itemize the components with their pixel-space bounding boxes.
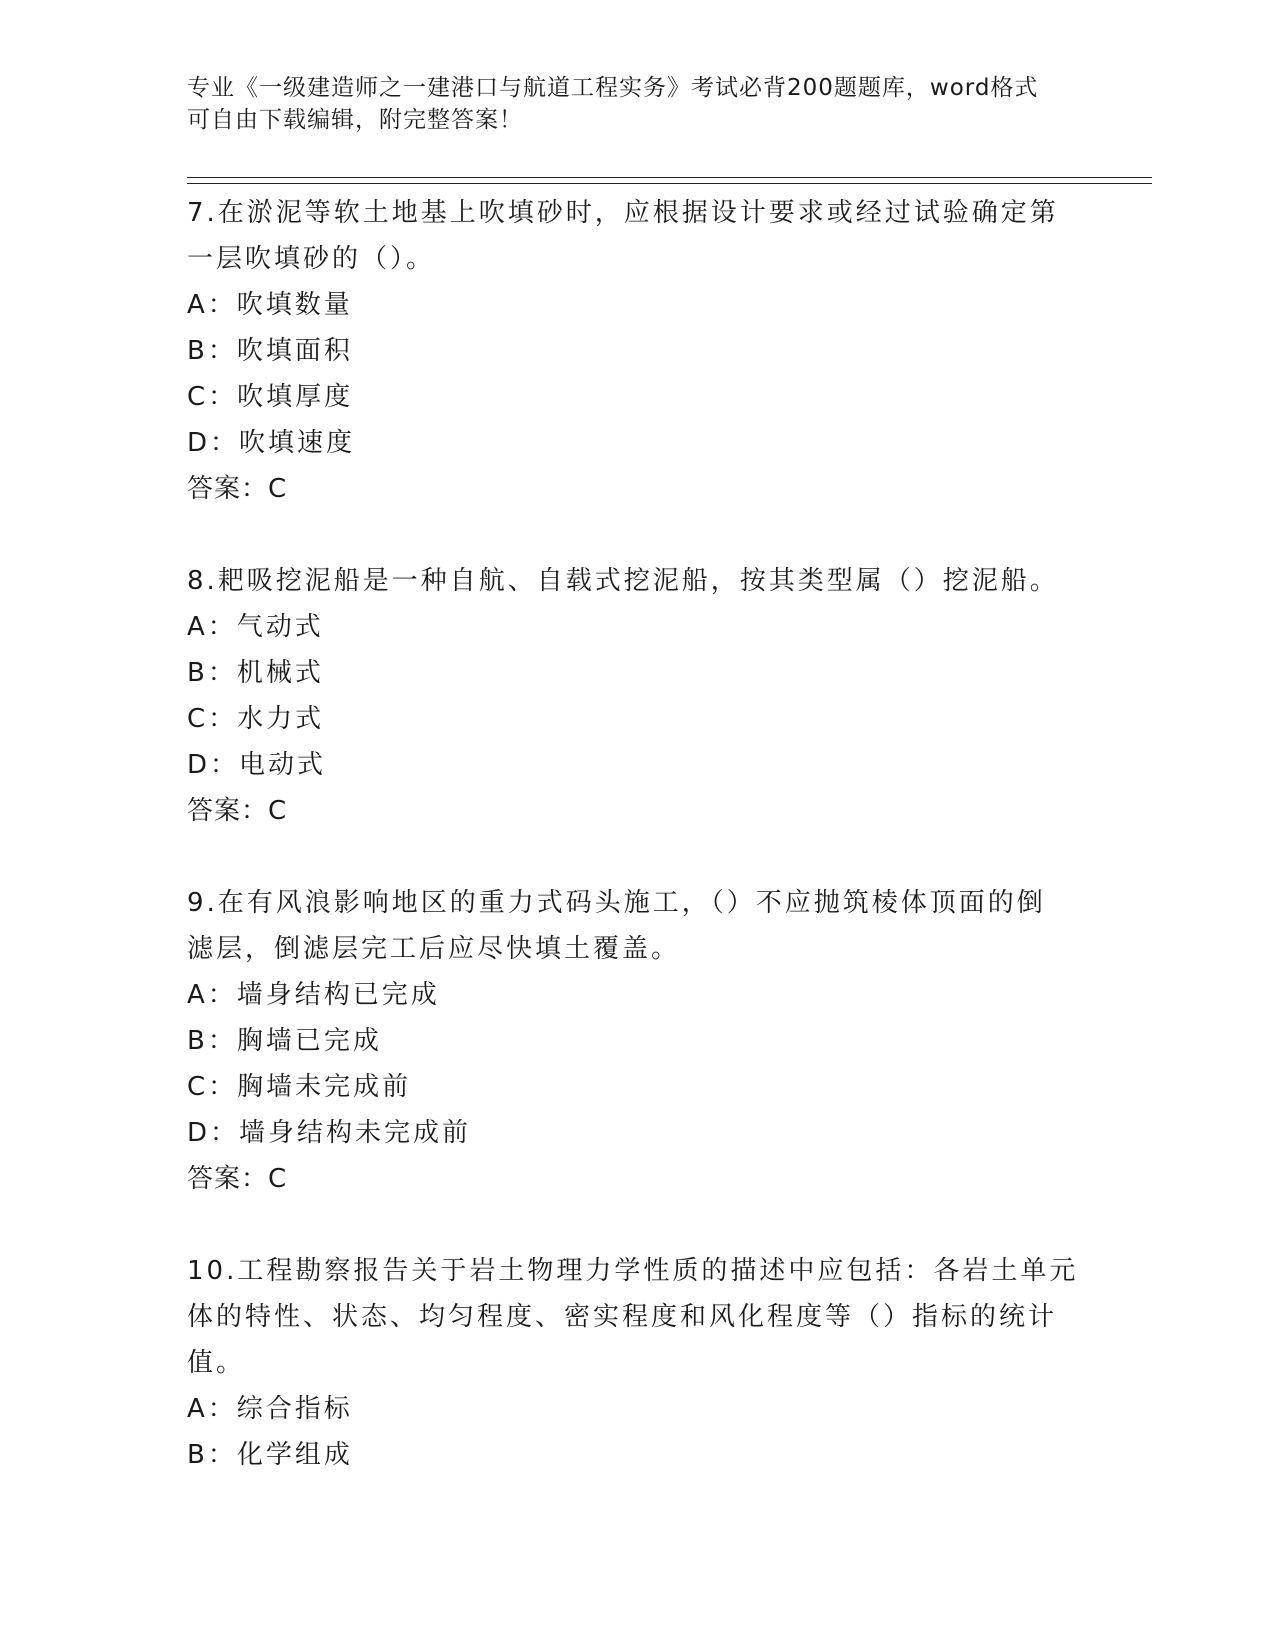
question-spacer <box>187 834 1087 880</box>
option-c: C：吹填厚度 <box>187 382 354 412</box>
option-a: A：综合指标 <box>187 1394 353 1424</box>
answer-line: 答案：C <box>187 1164 288 1194</box>
question-text-line: 滤层，倒滤层完工后应尽快填土覆盖。 <box>187 934 681 964</box>
question-9 <box>187 880 1087 1202</box>
option-d: D：电动式 <box>187 750 327 780</box>
option-a: A：吹填数量 <box>187 290 353 320</box>
question-text-line: 8.耙吸挖泥船是一种自航、自载式挖泥船，按其类型属（）挖泥船。 <box>187 566 1059 596</box>
question-text-line: 体的特性、状态、均匀程度、密实程度和风化程度等（）指标的统计 <box>187 1302 1058 1332</box>
question-8 <box>187 558 1087 834</box>
option-c: C：胸墙未完成前 <box>187 1072 412 1102</box>
header-divider-top <box>187 177 1152 178</box>
answer-line: 答案：C <box>187 474 288 504</box>
option-d: D：墙身结构未完成前 <box>187 1118 472 1148</box>
option-b: B：机械式 <box>187 658 324 688</box>
question-text-line: 10.工程勘察报告关于岩土物理力学性质的描述中应包括：各岩土单元 <box>187 1256 1079 1286</box>
header-line-2: 可自由下载编辑，附完整答案！ <box>187 107 523 133</box>
question-text-line: 7.在淤泥等软土地基上吹填砂时，应根据设计要求或经过试验确定第 <box>187 198 1059 228</box>
document-header <box>187 72 1067 136</box>
option-b: B：化学组成 <box>187 1440 353 1470</box>
question-10 <box>187 1248 1087 1478</box>
option-c: C：水力式 <box>187 704 325 734</box>
question-spacer <box>187 1202 1087 1248</box>
header-line-1: 专业《一级建造师之一建港口与航道工程实务》考试必背200题题库，word格式 <box>187 75 1039 101</box>
question-list <box>187 190 1087 1478</box>
option-d: D：吹填速度 <box>187 428 356 458</box>
answer-line: 答案：C <box>187 796 288 826</box>
option-b: B：胸墙已完成 <box>187 1026 382 1056</box>
question-7 <box>187 190 1087 512</box>
header-divider-bottom <box>187 183 1152 184</box>
option-b: B：吹填面积 <box>187 336 353 366</box>
question-text-line: 值。 <box>187 1348 246 1378</box>
question-text-line: 一层吹填砂的（）。 <box>187 244 436 274</box>
option-a: A：墙身结构已完成 <box>187 980 440 1010</box>
option-a: A：气动式 <box>187 612 324 642</box>
question-text-line: 9.在有风浪影响地区的重力式码头施工，（）不应抛筑棱体顶面的倒 <box>187 888 1046 918</box>
question-spacer <box>187 512 1087 558</box>
